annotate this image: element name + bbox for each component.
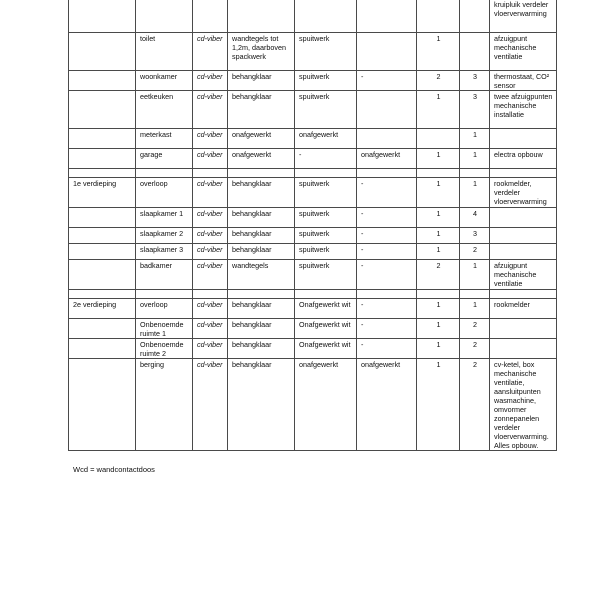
wall-type-cell: cd-viber	[193, 244, 228, 260]
spacer-row	[69, 169, 557, 178]
floor-finish-cell: -	[357, 208, 417, 228]
floor-finish-cell: -	[357, 319, 417, 339]
socket-count-cell: 1	[417, 178, 460, 208]
wall-finish-cell: behangklaar	[228, 339, 295, 359]
wall-type-cell: cd-viber	[193, 208, 228, 228]
wall-finish-cell: behangklaar	[228, 244, 295, 260]
room-name-cell: slaapkamer 3	[136, 244, 193, 260]
floor-finish-cell: -	[357, 339, 417, 359]
spacer-row	[69, 290, 557, 299]
notes-cell	[490, 208, 557, 228]
room-name-cell: garage	[136, 149, 193, 169]
light-count-cell	[460, 33, 490, 71]
wall-finish-cell: wandtegels tot 1,2m, daarboven spackwerk	[228, 33, 295, 71]
wall-type-cell: cd-viber	[193, 149, 228, 169]
socket-count-cell: 1	[417, 208, 460, 228]
room-name-cell: toilet	[136, 33, 193, 71]
room-name-cell: eetkeuken	[136, 91, 193, 129]
wall-finish-cell: wandtegels	[228, 260, 295, 290]
floor-finish-cell: -	[357, 228, 417, 244]
notes-cell	[490, 244, 557, 260]
notes-cell	[490, 319, 557, 339]
room-name-cell: berging	[136, 359, 193, 451]
table-row	[69, 339, 557, 359]
ceiling-finish-cell: onafgewerkt	[295, 129, 357, 149]
table-row	[69, 244, 557, 260]
light-count-cell: 3	[460, 228, 490, 244]
notes-cell	[490, 129, 557, 149]
floor-level-cell	[69, 91, 136, 129]
floor-level-cell	[69, 33, 136, 71]
table-row	[69, 91, 557, 129]
room-name-cell	[136, 290, 193, 299]
wall-type-cell: cd-viber	[193, 71, 228, 91]
wall-type-cell: cd-viber	[193, 260, 228, 290]
floor-level-cell	[69, 0, 136, 33]
floor-level-cell	[69, 228, 136, 244]
floor-finish-cell: -	[357, 178, 417, 208]
wall-finish-cell: behangklaar	[228, 319, 295, 339]
wall-finish-cell: behangklaar	[228, 359, 295, 451]
light-count-cell	[460, 169, 490, 178]
light-count-cell: 2	[460, 359, 490, 451]
table-row	[69, 71, 557, 91]
floor-level-cell	[69, 244, 136, 260]
floor-level-cell: 2e verdieping	[69, 299, 136, 319]
light-count-cell: 3	[460, 71, 490, 91]
floor-level-cell	[69, 260, 136, 290]
light-count-cell: 1	[460, 178, 490, 208]
ceiling-finish-cell: spuitwerk	[295, 260, 357, 290]
notes-cell: rookmelder	[490, 299, 557, 319]
table-row	[69, 129, 557, 149]
socket-count-cell: 2	[417, 260, 460, 290]
floor-finish-cell: onafgewerkt	[357, 149, 417, 169]
wall-type-cell: cd-viber	[193, 339, 228, 359]
notes-cell: thermostaat, CO² sensor	[490, 71, 557, 91]
ceiling-finish-cell: onafgewerkt	[295, 359, 357, 451]
room-name-cell: slaapkamer 1	[136, 208, 193, 228]
table-row	[69, 208, 557, 228]
wall-type-cell: cd-viber	[193, 299, 228, 319]
wall-finish-cell: behangklaar	[228, 228, 295, 244]
table-row	[69, 359, 557, 451]
light-count-cell: 2	[460, 244, 490, 260]
socket-count-cell: 1	[417, 149, 460, 169]
room-finish-table	[68, 0, 557, 451]
socket-count-cell	[417, 169, 460, 178]
floor-finish-cell	[357, 129, 417, 149]
floor-level-cell	[69, 169, 136, 178]
ceiling-finish-cell: -	[295, 149, 357, 169]
floor-finish-cell	[357, 169, 417, 178]
room-name-cell: Onbenoemde ruimte 2	[136, 339, 193, 359]
floor-level-cell	[69, 339, 136, 359]
room-name-cell: slaapkamer 2	[136, 228, 193, 244]
light-count-cell: 1	[460, 260, 490, 290]
socket-count-cell: 2	[417, 71, 460, 91]
floor-finish-cell	[357, 91, 417, 129]
ceiling-finish-cell: spuitwerk	[295, 178, 357, 208]
notes-cell: electra opbouw	[490, 149, 557, 169]
wall-finish-cell: behangklaar	[228, 178, 295, 208]
table-row	[69, 178, 557, 208]
notes-cell: twee afzuigpunten mechanische installatie	[490, 91, 557, 129]
ceiling-finish-cell	[295, 169, 357, 178]
socket-count-cell: 1	[417, 359, 460, 451]
room-name-cell: overloop	[136, 178, 193, 208]
ceiling-finish-cell: Onafgewerkt wit	[295, 319, 357, 339]
wall-finish-cell: onafgewerkt	[228, 149, 295, 169]
socket-count-cell: 1	[417, 244, 460, 260]
light-count-cell: 1	[460, 149, 490, 169]
wall-type-cell	[193, 290, 228, 299]
floor-finish-cell: -	[357, 71, 417, 91]
light-count-cell	[460, 290, 490, 299]
wall-type-cell: cd-viber	[193, 319, 228, 339]
wall-finish-cell	[228, 0, 295, 33]
floor-finish-cell: -	[357, 244, 417, 260]
ceiling-finish-cell	[295, 0, 357, 33]
wall-finish-cell: behangklaar	[228, 299, 295, 319]
wall-finish-cell: behangklaar	[228, 91, 295, 129]
wall-finish-cell: behangklaar	[228, 71, 295, 91]
ceiling-finish-cell: spuitwerk	[295, 91, 357, 129]
wall-type-cell: cd-viber	[193, 228, 228, 244]
table-row	[69, 260, 557, 290]
wall-finish-cell: onafgewerkt	[228, 129, 295, 149]
socket-count-cell: 1	[417, 339, 460, 359]
room-name-cell: overloop	[136, 299, 193, 319]
socket-count-cell: 1	[417, 299, 460, 319]
light-count-cell: 2	[460, 319, 490, 339]
ceiling-finish-cell	[295, 290, 357, 299]
light-count-cell: 4	[460, 208, 490, 228]
floor-level-cell	[69, 359, 136, 451]
light-count-cell	[460, 0, 490, 33]
socket-count-cell: 1	[417, 228, 460, 244]
notes-cell: afzuigpunt mechanische ventilatie	[490, 33, 557, 71]
table-row	[69, 0, 557, 33]
wall-type-cell: cd-viber	[193, 33, 228, 71]
notes-cell-line: kruipluik verdeler vloerverwarming	[494, 0, 549, 18]
wall-finish-cell: behangklaar	[228, 208, 295, 228]
light-count-cell: 1	[460, 129, 490, 149]
notes-cell	[490, 228, 557, 244]
wall-type-cell	[193, 169, 228, 178]
table-row	[69, 149, 557, 169]
wall-type-cell	[193, 0, 228, 33]
socket-count-cell	[417, 129, 460, 149]
notes-cell: afzuigpunt mechanische ventilatie	[490, 260, 557, 290]
ceiling-finish-cell: Onafgewerkt wit	[295, 339, 357, 359]
floor-finish-cell	[357, 33, 417, 71]
floor-level-cell	[69, 149, 136, 169]
wall-finish-cell	[228, 290, 295, 299]
light-count-cell: 1	[460, 299, 490, 319]
floor-level-cell	[69, 319, 136, 339]
notes-cell: rookmelder, verdeler vloerverwarming	[490, 178, 557, 208]
socket-count-cell: 1	[417, 33, 460, 71]
footnote: Wcd = wandcontactdoos	[73, 465, 155, 474]
socket-count-cell: 1	[417, 319, 460, 339]
wall-type-cell: cd-viber	[193, 129, 228, 149]
ceiling-finish-cell: spuitwerk	[295, 228, 357, 244]
floor-finish-cell	[357, 290, 417, 299]
room-name-cell	[136, 169, 193, 178]
floor-level-cell	[69, 129, 136, 149]
room-name-cell: badkamer	[136, 260, 193, 290]
wall-finish-cell	[228, 169, 295, 178]
room-name-cell: Onbenoemde ruimte 1	[136, 319, 193, 339]
floor-finish-cell: -	[357, 260, 417, 290]
wall-type-cell: cd-viber	[193, 178, 228, 208]
ceiling-finish-cell: Onafgewerkt wit	[295, 299, 357, 319]
table-row	[69, 33, 557, 71]
socket-count-cell	[417, 0, 460, 33]
notes-cell	[490, 290, 557, 299]
wall-type-cell: cd-viber	[193, 359, 228, 451]
ceiling-finish-cell: spuitwerk	[295, 208, 357, 228]
ceiling-finish-cell: spuitwerk	[295, 71, 357, 91]
notes-cell	[490, 169, 557, 178]
floor-finish-cell: onafgewerkt	[357, 359, 417, 451]
table-row	[69, 319, 557, 339]
room-name-cell: meterkast	[136, 129, 193, 149]
socket-count-cell	[417, 290, 460, 299]
floor-level-cell	[69, 71, 136, 91]
socket-count-cell: 1	[417, 91, 460, 129]
floor-level-cell	[69, 290, 136, 299]
floor-level-cell: 1e verdieping	[69, 178, 136, 208]
table-row	[69, 299, 557, 319]
light-count-cell: 3	[460, 91, 490, 129]
floor-level-cell	[69, 208, 136, 228]
wall-type-cell: cd-viber	[193, 91, 228, 129]
ceiling-finish-cell: spuitwerk	[295, 33, 357, 71]
floor-finish-cell: -	[357, 299, 417, 319]
room-name-cell: woonkamer	[136, 71, 193, 91]
notes-cell	[490, 339, 557, 359]
room-name-cell	[136, 0, 193, 33]
notes-cell	[490, 0, 557, 33]
light-count-cell: 2	[460, 339, 490, 359]
table-row	[69, 228, 557, 244]
floor-finish-cell	[357, 0, 417, 33]
notes-cell: cv-ketel, box mechanische ventilatie, aansluitpunten wasmachine, omvormer zonnepanelen verdeler vloerverwarming. Alles opbouw.	[490, 359, 557, 451]
ceiling-finish-cell: spuitwerk	[295, 244, 357, 260]
